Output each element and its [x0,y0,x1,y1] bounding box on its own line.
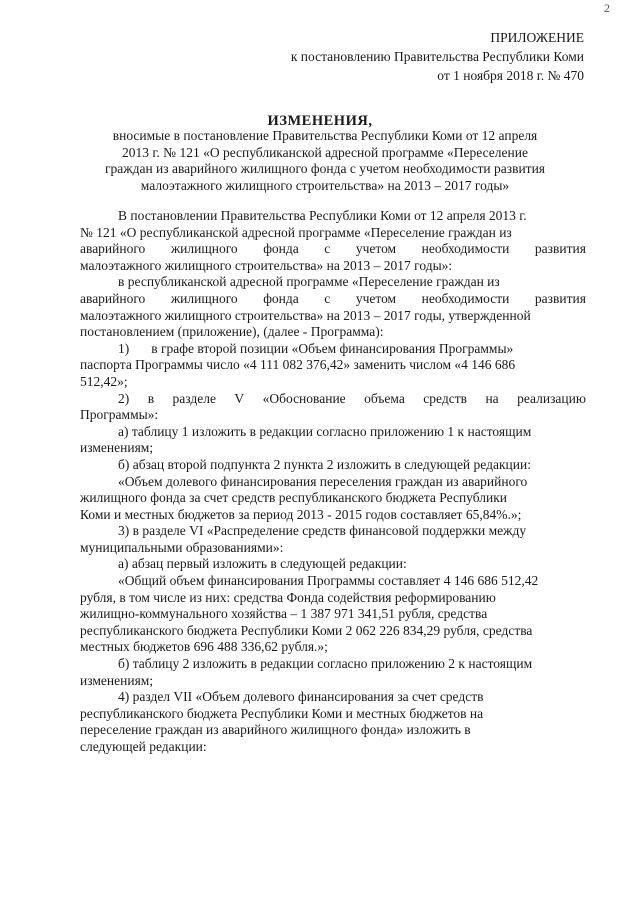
body-line: а) таблицу 1 изложить в редакции согласно приложению 1 к настоящим [118,423,532,439]
body-line: а) абзац первый изложить в следующей редакции: [118,556,407,572]
list-text: в графе второй позиции «Объем финансирования Программы» [151,340,514,356]
body-word: фонда [263,290,299,306]
body-word: развития [534,241,586,257]
appendix-label: ПРИЛОЖЕНИЕ [490,30,584,45]
body-line: паспорта Программы число «4 111 082 376,42» заменить числом «4 146 686 [80,357,516,373]
body-line: Программы»: [80,407,159,423]
body-line: жилищно-коммунального хозяйства – 1 387 971 341,51 рубля, средства [80,606,488,622]
body-word: развития [534,290,586,306]
body-line: в республиканской адресной программе «Переселение граждан из [118,274,500,290]
appendix-line-1: к постановлению Правительства Республики Коми [290,49,584,64]
subtitle-line: вносимые в постановление Правительства Республики Коми от 12 апреля [112,128,538,143]
body-word: V [234,390,245,406]
body-word: учетом [355,241,397,257]
body-line: малоэтажного жилищного строительства» на 2013 – 2017 годы»: [80,257,453,273]
body-line-justified [86,391,586,408]
document-body [80,208,586,756]
body-line: республиканского бюджета Республики Коми 2 062 226 834,29 рубля, средства [80,622,533,638]
body-line: жилищного фонда за счет средств республиканского бюджета Республики [80,490,508,506]
body-word: необходимости [421,241,510,257]
body-line: рубля, в том числе из них: средства Фонда содействия реформированию [80,589,496,605]
body-line: следующей редакции: [80,739,207,754]
body-word: с [324,290,331,306]
body-line-justified [80,291,586,308]
page-number: 2 [604,1,610,15]
body-line: Коми и местных бюджетов за период 2013 - 2015 годов составляет 65,84%.»; [80,506,522,522]
body-line: малоэтажного жилищного строительства» на 2013 – 2017 годы, утвержденной [80,307,531,323]
body-word: объема [364,390,405,406]
body-line: изменениям; [80,440,154,456]
body-line: 3) в разделе VI «Распределение средств финансовой поддержки между [118,523,527,539]
body-line: местных бюджетов 696 488 336,62 рубля.»; [80,639,328,655]
body-line: № 121 «О республиканской адресной программе «Переселение граждан из [80,224,512,240]
body-line: «Общий объем финансирования Программы составляет 4 146 686 512,42 [118,573,539,589]
body-line: б) таблицу 2 изложить в редакции согласно приложению 2 к настоящим [118,656,533,672]
body-line-justified [80,241,586,258]
subtitle-line: граждан из аварийного жилищного фонда с учетом необходимости развития [104,161,545,176]
appendix-line-2: от 1 ноября 2018 г. № 470 [437,68,584,83]
body-line [86,341,586,358]
subtitle-line: 2013 г. № 121 «О республиканской адресной программе «Переселение [122,144,528,160]
body-line: В постановлении Правительства Республики Коми от 12 апреля 2013 г. [118,208,527,223]
body-line: 4) раздел VII «Объем долевого финансирования за счет средств [118,689,484,705]
body-word: жилищного [170,241,238,257]
body-word: в [147,390,155,406]
body-line: «Объем долевого финансирования переселения граждан из аварийного [118,473,528,489]
body-word: на [485,390,499,406]
body-line: переселение граждан из аварийного жилищного фонда» изложить в [80,722,471,738]
body-word: аварийного [80,241,146,257]
body-word: аварийного [80,290,146,306]
body-word: фонда [263,241,299,257]
body-word: необходимости [421,290,510,306]
body-word: жилищного [170,290,238,306]
body-line: б) абзац второй подпункта 2 пункта 2 изложить в следующей редакции: [118,456,531,472]
document-subtitle [60,128,590,194]
body-word: средств [423,390,467,406]
body-word: с [324,241,331,257]
body-line: постановлением (приложение), (далее - Программа): [80,324,384,340]
list-number: 2) [118,390,130,406]
body-word: реализацию [517,390,586,406]
body-line: республиканского бюджета Республики Коми и местных бюджетов на [80,705,484,721]
body-word: «Обоснование [262,390,346,406]
document-title: ИЗМЕНЕНИЯ, [267,113,373,129]
body-line: 512,42»; [80,373,128,389]
list-number: 1) [118,340,130,356]
body-word: учетом [355,290,397,306]
appendix-header [291,28,584,85]
body-word: разделе [172,390,216,406]
subtitle-line: малоэтажного жилищного строительства» на 2013 – 2017 годы» [140,177,510,193]
body-line: муниципальными образованиями»: [80,539,284,555]
body-line: изменениям; [80,672,154,688]
